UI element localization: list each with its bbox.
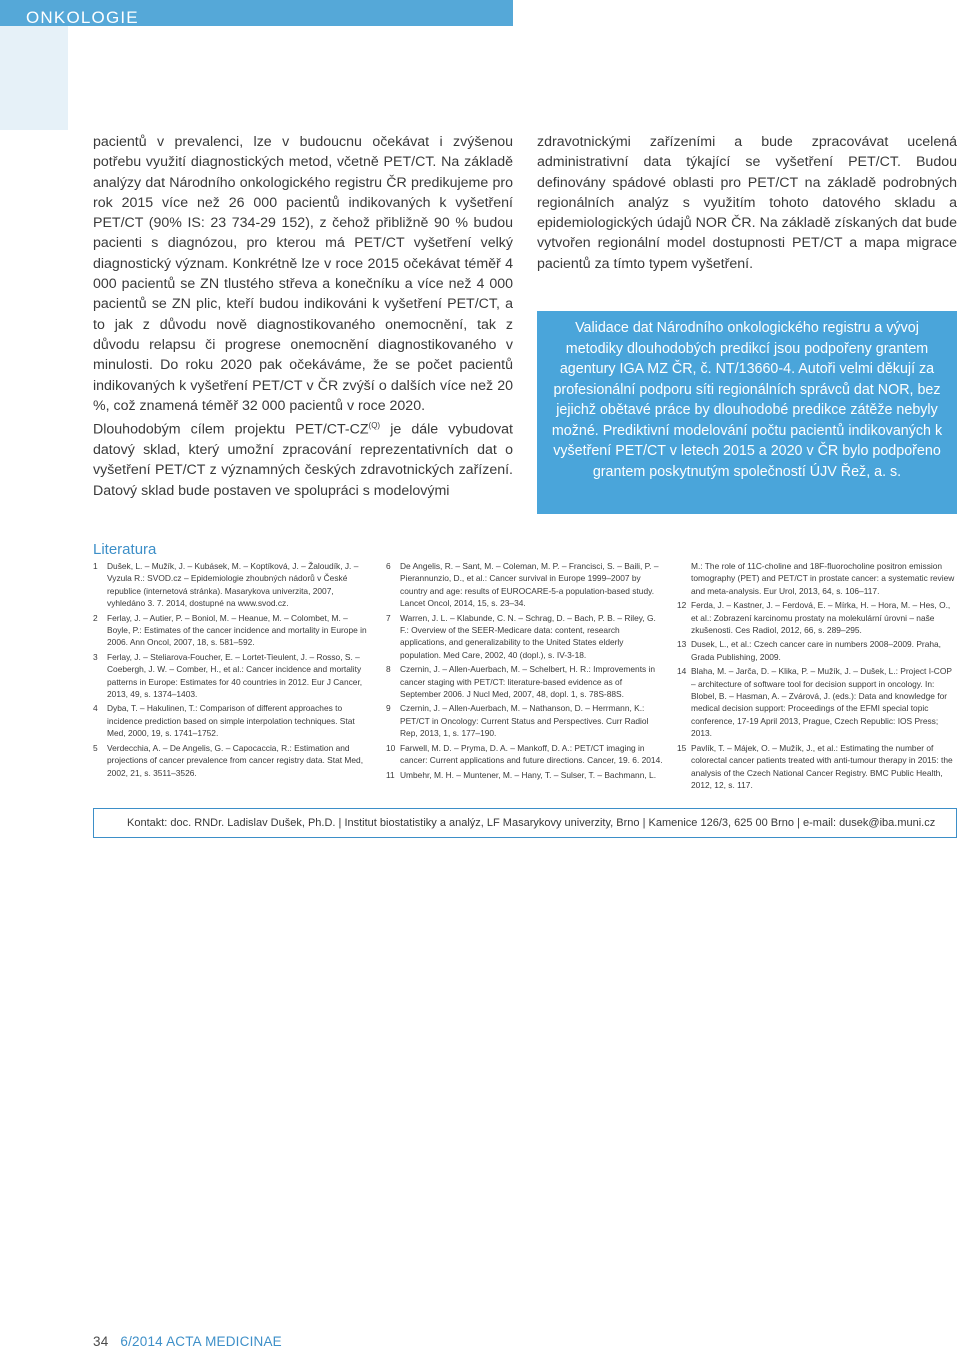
reference-text: Verdecchia, A. – De Angelis, G. – Capocaccia, R.: Estimation and projections of cancer prevalence from cancer registry data. Stat Med, 2002, 21, s. 3511–3526.: [107, 742, 364, 778]
reference-number: 13: [677, 639, 687, 650]
reference-text: M.: The role of 11C-choline and 18F-fluorocholine positron emission tomography (PET) and PET/CT in prostate cancer: a systematic review and meta-analysis. Eur Urol, 2013, 64, s. 106–117.: [691, 561, 955, 596]
reference-item: [93, 702, 373, 739]
reference-item: [386, 769, 664, 781]
reference-number: 9: [386, 703, 391, 714]
reference-item: [93, 612, 373, 649]
superscript: (Q): [368, 421, 381, 431]
reference-item: [677, 742, 957, 792]
reference-item: [386, 742, 664, 767]
reference-item: [677, 560, 957, 597]
reference-text: Ferda, J. – Kastner, J. – Ferdová, E. – Mírka, H. – Hora, M. – Hes, O., et al.: Zobrazení karcinomu prostaty na molekulární úrovni – naše zkušenosti. Ces Radiol, 2012, 66, s. 289–295.: [691, 600, 951, 636]
literature-heading: Literatura: [93, 541, 157, 558]
reference-text: Czernin, J. – Allen-Auerbach, M. – Schelbert, H. R.: Improvements in cancer staging with PET/CT: literature-based evidence as of September 2006. J Nucl Med, 2007, 48, dopl. 1, s. 78S-88S.: [400, 664, 656, 700]
reference-item: [386, 612, 664, 662]
reference-text: Pavlík, T. – Májek, O. – Mužík, J., et al.: Estimating the number of colorectal cancer patients treated with anti-tumour therapy in 2015: the analysis of the Czech National Cancer Registry. BMC Public Health, 2012, 12, s. 117.: [691, 742, 953, 790]
reference-number: 5: [93, 742, 98, 753]
body-column-left: [93, 132, 513, 501]
acknowledgement-box: Validace dat Národního onkologického registru a vývoj metodiky dlouhodobých predikcí jsou podpořeny grantem agentury IGA MZ ČR, č. NT/13660-4. Autoři velmi děkují za profesionální podporu síti regionálních správců dat NOR, bez jejichž obětavé práce by dlouhodobé predikce zátěže nebyly možné. Prediktivní modelování počtu pacientů indikovaných k vyšetření PET/CT v letech 2015 a 2020 v ČR bylo podpořeno grantem poskytnutým společností ÚJV Řež, a. s.: [537, 311, 957, 514]
reference-item: [386, 663, 664, 700]
reference-text: De Angelis, R. – Sant, M. – Coleman, M. P. – Francisci, S. – Baili, P. – Pierannunzio, D., et al.: Cancer survival in Europe 1999–2007 by country and age: results of EUROCARE-5-a population-based study. Lancet Oncol, 2014, 15, s. 23–34.: [400, 561, 659, 609]
reference-item: [386, 702, 664, 739]
reference-item: [677, 665, 957, 739]
reference-number: 3: [93, 651, 98, 662]
reference-number: 6: [386, 561, 391, 571]
reference-number: 8: [386, 664, 391, 675]
reference-text: Dušek, L. – Mužík, J. – Kubásek, M. – Koptíková, J. – Žaloudík, J. – Vyzula R.: SVOD.cz – Epidemiologie zhoubných nádorů v České republice (internetová stránka). Masarykova univerzita, 2007, vyhledáno 3. 7. 2014, dostupné na www.svod.cz.: [107, 561, 359, 609]
reference-number: 7: [386, 612, 391, 623]
section-label: ONKOLOGIE: [26, 8, 139, 27]
reference-text: Farwell, M. D. – Pryma, D. A. – Mankoff, D. A.: PET/CT imaging in cancer: Current applications and future directions. Cancer, 19. 6. 2014.: [400, 742, 663, 766]
reference-text: Dusek, L., et al.: Czech cancer care in numbers 2008–2009. Praha, Grada Publishing, 2009.: [691, 639, 941, 662]
reference-number: 1: [93, 561, 98, 571]
reference-item: [93, 560, 373, 610]
reference-item: [386, 560, 664, 610]
references-column-3: [677, 560, 957, 793]
paragraph: [93, 416, 513, 501]
reference-number: 4: [93, 703, 98, 714]
body-column-right: [537, 132, 957, 274]
contact-box: Kontakt: doc. RNDr. Ladislav Dušek, Ph.D. | Institut biostatistiky a analýz, LF Masarykovy univerzity, Brno | Kamenice 126/3, 625 00 Brno | e-mail: dusek@iba.muni.cz: [93, 808, 957, 838]
journal-issue: 6/2014 ACTA MEDICINAE: [120, 1334, 282, 1349]
reference-text: Umbehr, M. H. – Muntener, M. – Hany, T. – Sulser, T. – Bachmann, L.: [400, 769, 657, 780]
reference-item: [93, 651, 373, 701]
reference-item: [677, 599, 957, 636]
reference-text: Blaha, M. – Jarča, D. – Klika, P. – Mužík, J. – Dušek, L.: Project I-COP – architecture of software tool for decision support in oncology. In: Blobel, B. – Hasman, A. – Zvárová, J. (eds.): Data and knowledge for medical decision support: Proceedings of the EFMI special topic conference, 17-19 April 2013, Prague, Czech Republic: IOS Press; 2013.: [691, 666, 952, 739]
reference-number: 11: [386, 769, 395, 780]
reference-number: 2: [93, 612, 98, 623]
references-column-2: [386, 560, 664, 783]
paragraph-text: je dále vybudovat datový sklad, který umožní zpracování reprezentativních dat o vyšetření PET/CT z významných českých zdravotnických zařízení. Datový sklad bude postaven ve spolupráci s modelovými: [93, 421, 513, 499]
references-column-1: [93, 560, 373, 781]
reference-text: Dyba, T. – Hakulinen, T.: Comparison of different approaches to incidence prediction based on simple interpolation techniques. Stat Med, 2000, 19, s. 1741–1752.: [107, 703, 355, 739]
reference-number: 14: [677, 666, 687, 677]
paragraph: pacientů v prevalenci, lze v budoucnu očekávat i zvýšenou potřebu využití diagnostických metod, včetně PET/CT. Na základě analýzy dat Národního onkologického registru ČR predikujeme pro rok 2015 více než 26 000 pacientů indikovaných k vyšetření PET/CT (90% IS: 23 734-29 152), z čehož přibližně 90 % budou pacienti s diagnózou, pro kterou má PET/CT vyšetření velký diagnostický význam. Konkrétně lze v roce 2015 očekávat téměř 4 000 pacientů se ZN tlustého střeva a konečníku a více než 4 000 pacientů se ZN plic, kteří budou indikováni k vyšetření PET/CT, a to jak z důvodu nově diagnostikovaného onemocnění, tak z důvodu relapsu či progrese onemocnění diagnostikovaného v minulosti. Do roku 2020 pak očekáváme, že se počet pacientů indikovaných k vyšetření PET/CT v ČR zvýší o dalších více než 20 %, což znamená téměř 32 000 pacientů v roce 2020.: [93, 134, 513, 414]
reference-text: Ferlay, J. – Autier, P. – Boniol, M. – Heanue, M. – Colombet, M. – Boyle, P.: Estimates of the cancer incidence and mortality in Europe in 2006. Ann Oncol, 2007, 18, s. 581–592.: [107, 612, 367, 648]
paragraph: zdravotnickými zařízeními a bude zpracovávat ucelená administrativní data týkající se vyšetření PET/CT. Budou definovány spádové oblasti pro PET/CT na základě podrobných regionálních analýz s využitím tohoto datového skladu a epidemiologických údajů NOR ČR. Na základě získaných dat bude vytvořen regionální model dostupnosti PET/CT a mapa migrace pacientů za tímto typem vyšetření.: [537, 134, 957, 272]
reference-number: [677, 560, 691, 597]
paragraph-text: Dlouhodobým cílem projektu PET/CT-CZ: [93, 421, 369, 438]
reference-number: 10: [386, 742, 396, 753]
reference-text: Ferlay, J. – Steliarova-Foucher, E. – Lortet-Tieulent, J. – Rosso, S. – Coebergh, J. W. – Comber, H., et al.: Cancer incidence and mortality patterns in Europe: Estimates for 40 countries in 2012. Eur J Cancer, 2013, 49, s. 1374–1403.: [107, 651, 363, 700]
page-footer: [93, 1334, 290, 1349]
reference-number: 12: [677, 600, 687, 611]
reference-number: 15: [677, 742, 687, 753]
reference-text: Warren, J. L. – Klabunde, C. N. – Schrag, D. – Bach, P. B. – Riley, G. F.: Overview of the SEER-Medicare data: content, research applications, and generalizability to the United States elderly population. Med Care, 2002, 40 (dopl.), s. IV-3-18.: [400, 612, 656, 660]
reference-item: [93, 742, 373, 779]
reference-item: [677, 638, 957, 663]
reference-text: Czernin, J. – Allen-Auerbach, M. – Nathanson, D. – Herrmann, K.: PET/CT in Oncology: Current Status and Perspectives. Curr Radiol Rep, 2013, 1, s. 177–190.: [400, 703, 649, 739]
page-number: 34: [93, 1334, 109, 1349]
